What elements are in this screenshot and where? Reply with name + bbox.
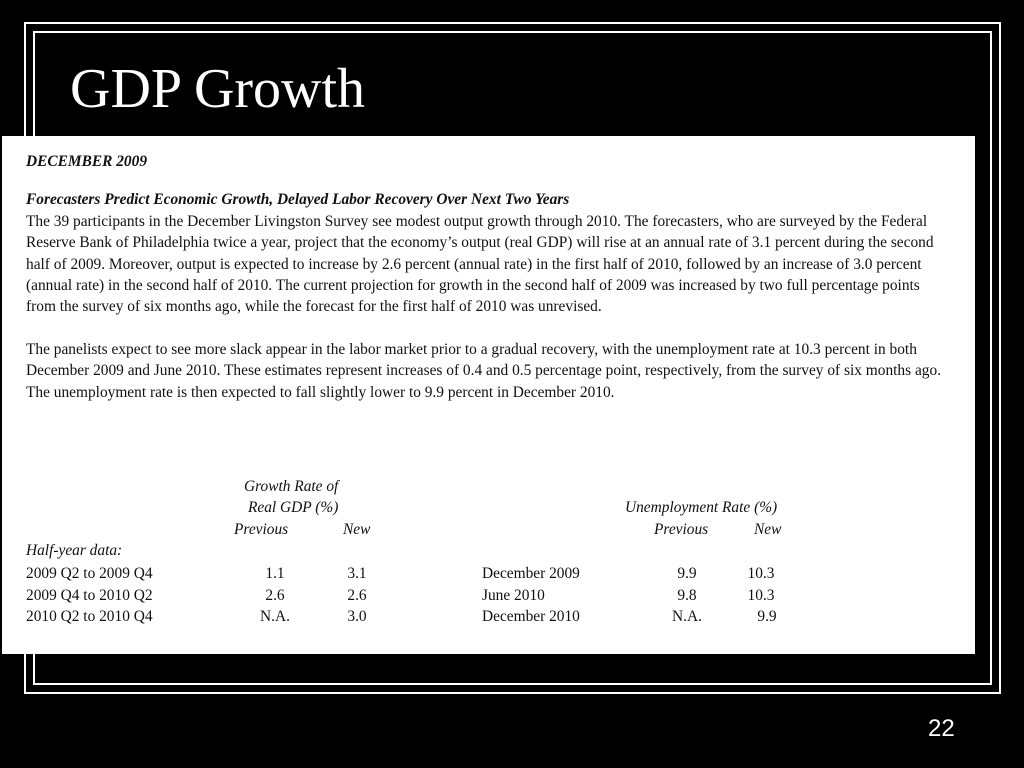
forecast-tables: [2, 136, 975, 654]
gdp-row-new: 3.1: [347, 565, 367, 582]
headline: Forecasters Predict Economic Growth, Delayed Labor Recovery Over Next Two Years: [26, 191, 570, 209]
unemployment-row-previous: N.A.: [672, 608, 702, 625]
gdp-row-period: 2009 Q2 to 2009 Q4: [26, 565, 153, 582]
unemployment-row-previous: 9.9: [677, 565, 697, 582]
unemployment-row-new: 9.9: [757, 608, 777, 625]
unemployment-row-period: December 2010: [482, 608, 580, 625]
paragraph-output-growth: The 39 participants in the December Livingston Survey see modest output growth through 2010. The forecasters, who are surveyed by the Federal Reserve Bank of Philadelphia twice a year, project that the economy’s output (real GDP) will rise at an annual rate of 3.1 percent during the second half of 2009. Moreover, output is expected to increase by 2.6 percent (annual rate) in the first half of 2010, followed by an increase of 3.0 percent (annual rate) in the second half of 2010. The current projection for growth in the second half of 2009 was increased by two full percentage points from the survey of six months ago, while the forecast for the first half of 2010 was unrevised.: [26, 212, 934, 316]
gdp-header-line1: Growth Rate of: [244, 478, 339, 495]
unemployment-row-new: 10.3: [747, 587, 775, 604]
gdp-row-previous: N.A.: [260, 608, 290, 625]
unemployment-col-previous: Previous: [654, 521, 709, 538]
slide-title: GDP Growth: [70, 58, 366, 120]
unemployment-row-new: 10.3: [747, 565, 775, 582]
unemployment-row-period: June 2010: [482, 587, 545, 604]
gdp-header-line2: Real GDP (%): [248, 499, 339, 516]
gdp-row-new: 3.0: [347, 608, 367, 625]
unemployment-header: Unemployment Rate (%): [625, 499, 778, 516]
slide-number: 22: [928, 715, 955, 742]
gdp-row-previous: 2.6: [265, 587, 285, 604]
date-heading: DECEMBER 2009: [26, 153, 148, 170]
gdp-row-period: 2010 Q2 to 2010 Q4: [26, 608, 153, 625]
gdp-row-previous: 1.1: [265, 565, 285, 582]
document-excerpt: [2, 136, 975, 654]
gdp-row-new: 2.6: [347, 587, 367, 604]
gdp-col-new: New: [343, 521, 371, 538]
paragraph-labor-market: The panelists expect to see more slack appear in the labor market prior to a gradual recovery, with the unemployment rate at 10.3 percent in both December 2009 and June 2010. These estimates represent increases of 0.4 and 0.5 percentage point, respectively, from the survey of six months ago. The unemployment rate is then expected to fall slightly lower to 9.9 percent in December 2010.: [26, 340, 942, 401]
gdp-col-previous: Previous: [234, 521, 289, 538]
section-label: Half-year data:: [26, 542, 123, 559]
unemployment-row-period: December 2009: [482, 565, 580, 582]
unemployment-col-new: New: [754, 521, 782, 538]
gdp-row-period: 2009 Q4 to 2010 Q2: [26, 587, 153, 604]
unemployment-row-previous: 9.8: [677, 587, 697, 604]
